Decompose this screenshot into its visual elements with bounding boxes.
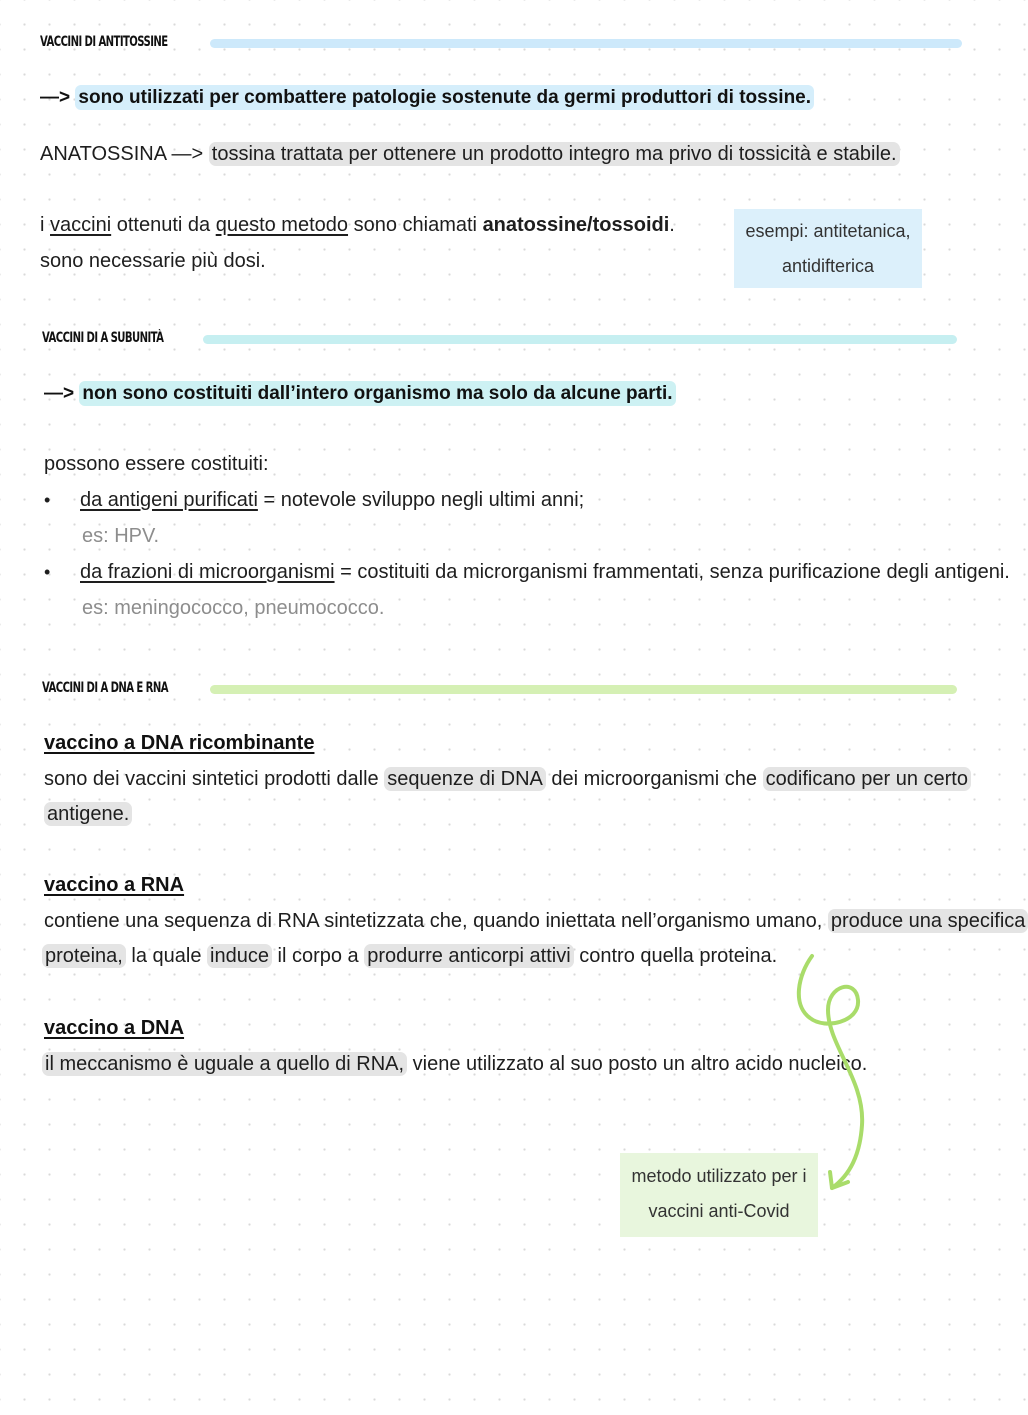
highlighted-text: produrre anticorpi attivi — [364, 944, 573, 968]
text-segment: contiene una sequenza di RNA sintetizzata che, quando iniettata nell’organismo umano, — [44, 910, 823, 932]
subheading-dna: vaccino a DNA — [44, 1017, 185, 1039]
example-hpv: es: HPV. — [82, 525, 160, 547]
section-divider-bar — [210, 39, 962, 48]
text-segment: sono dei vaccini sintetici prodotti dalle — [44, 768, 379, 790]
box-line: metodo utilizzato per i — [631, 1166, 807, 1186]
underlined-vaccini: vaccini — [50, 214, 112, 236]
text-segment: dei microorganismi che — [551, 768, 758, 790]
box-line: antidifterica — [781, 256, 875, 276]
text-segment: i — [40, 214, 45, 236]
section-divider-bar — [203, 335, 957, 344]
text-segment: . — [669, 214, 675, 236]
highlighted-text: antigene. — [44, 802, 132, 826]
text-segment: ottenuti da — [116, 214, 211, 236]
subunita-definition — [44, 383, 676, 405]
text-segment: la quale — [131, 945, 202, 967]
highlighted-text: il meccanismo è uguale a quello di RNA, — [42, 1052, 407, 1076]
arrow-symbol: —> — [40, 87, 71, 108]
subheading-rna: vaccino a RNA — [44, 874, 185, 896]
rna-line2 — [42, 945, 777, 968]
example-meningococco: es: meningococco, pneumococco. — [82, 597, 385, 619]
term-anatossina: ANATOSSINA —> — [40, 143, 204, 165]
highlighted-text: sequenze di DNA — [384, 767, 546, 791]
anatossina-definition: tossina trattata per ottenere un prodotto integro ma privo di tossicità e stabile. — [209, 142, 900, 166]
box-line: vaccini anti-Covid — [648, 1201, 790, 1221]
highlighted-text: non sono costituiti dall’intero organismo ma solo da alcune parti. — [79, 381, 675, 406]
highlighted-text: codificano per un certo — [763, 767, 971, 791]
section-title-subunita: VACCINI DI A SUBUNITÀ — [42, 330, 164, 346]
dna-ricombinante-line2 — [44, 803, 132, 826]
subheading-dna-ricombinante: vaccino a DNA ricombinante — [44, 732, 315, 754]
underlined-term: da antigeni purificati — [80, 489, 258, 511]
box-line: esempi: antitetanica, — [745, 221, 911, 241]
text-segment: il corpo a — [277, 945, 359, 967]
dna-line1 — [42, 1053, 867, 1076]
vaccini-anatossine-line — [40, 214, 675, 237]
list-item-antigeni — [80, 489, 584, 512]
text-segment: contro quella proteina. — [579, 945, 778, 967]
bold-anatossine: anatossine/tossoidi — [482, 214, 670, 236]
section-title-antitossine: VACCINI DI ANTITOSSINE — [40, 34, 168, 50]
arrow-symbol: —> — [44, 383, 75, 404]
list-item-frazioni — [80, 561, 1010, 584]
section-title-dna-rna: VACCINI DI A DNA E RNA — [42, 680, 168, 696]
highlighted-text: induce — [207, 944, 272, 968]
highlighted-text: sono utilizzati per combattere patologie sostenute da germi produttori di tossine. — [75, 85, 814, 110]
rna-line1 — [44, 910, 1028, 933]
underlined-metodo: questo metodo — [215, 214, 349, 236]
text-segment: = notevole sviluppo negli ultimi anni; — [263, 489, 585, 511]
text-segment: sono chiamati — [353, 214, 477, 236]
section-divider-bar — [210, 685, 957, 694]
anatossina-line — [40, 143, 900, 166]
bullet-point: • — [44, 490, 51, 510]
bullet-point: • — [44, 562, 51, 582]
underlined-term: da frazioni di microorganismi — [80, 561, 335, 583]
text-segment: viene utilizzato al suo posto un altro acido nucleico. — [412, 1053, 868, 1075]
covid-note-box — [620, 1153, 818, 1237]
antitossine-definition — [40, 87, 814, 109]
text-segment: = costituiti da microrganismi frammentati, senza purificazione degli antigeni. — [340, 561, 1010, 583]
piu-dosi-line: sono necessarie più dosi. — [40, 250, 266, 272]
examples-box — [734, 209, 922, 288]
dna-ricombinante-line1 — [44, 768, 971, 791]
highlighted-text: produce una specifica — [828, 909, 1028, 933]
highlighted-text: proteina, — [42, 944, 126, 968]
intro-line: possono essere costituiti: — [44, 453, 269, 475]
